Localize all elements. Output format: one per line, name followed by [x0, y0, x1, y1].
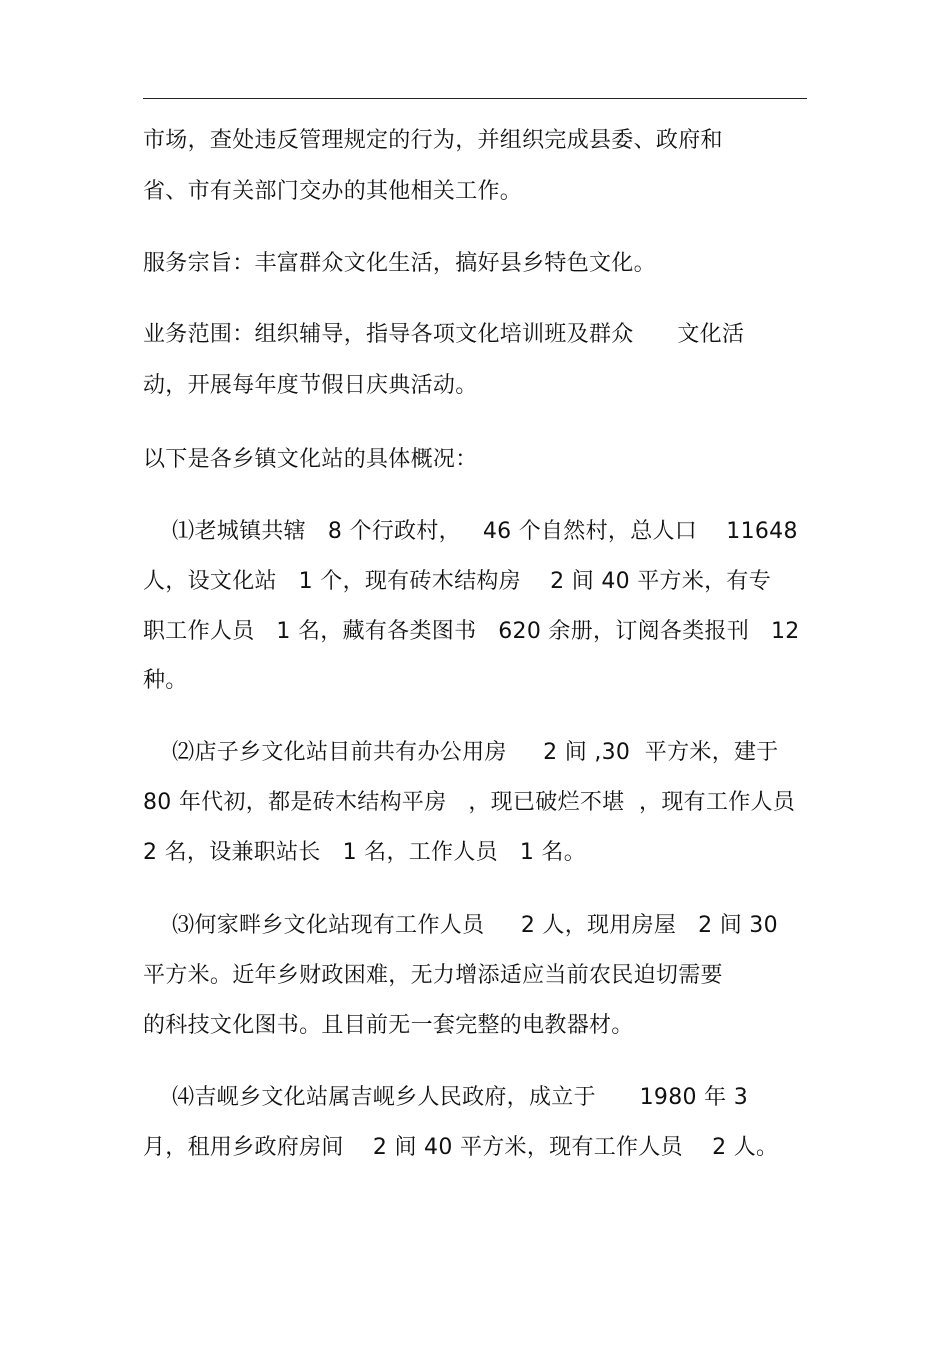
item-1-line-3: 职工作人员 1 名，藏有各类图书 620 余册，订阅各类报刊 12 — [143, 619, 800, 644]
header-rule — [143, 98, 807, 99]
item-1-line-2: 人，设文化站 1 个，现有砖木结构房 2 间 40 平方米，有专 — [143, 569, 772, 594]
item-4-line-1: ⑷吉岘乡文化站属吉岘乡人民政府，成立于 1980 年 3 — [143, 1085, 749, 1110]
item-3-line-1: ⑶何家畔乡文化站现有工作人员 2 人，现用房屋 2 间 30 — [143, 913, 778, 938]
text-line-2: 省、市有关部门交办的其他相关工作。 — [143, 179, 523, 204]
item-2-line-2: 80 年代初，都是砖木结构平房 ，现已破烂不堪 ，现有工作人员 — [143, 790, 796, 815]
item-4-line-2: 月，租用乡政府房间 2 间 40 平方米，现有工作人员 2 人。 — [143, 1135, 779, 1160]
business-scope-line-1: 业务范围：组织辅导，指导各项文化培训班及群众 文化活 — [143, 322, 745, 347]
item-2-line-3: 2 名，设兼职站长 1 名，工作人员 1 名。 — [143, 840, 587, 865]
text-line-1: 市场，查处违反管理规定的行为，并组织完成县委、政府和 — [143, 128, 723, 153]
item-1-line-4: 种。 — [143, 668, 188, 693]
item-1-line-1: ⑴老城镇共辖 8 个行政村， 46 个自然村，总人口 11648 — [143, 519, 798, 544]
service-purpose-line: 服务宗旨：丰富群众文化生活，搞好县乡特色文化。 — [143, 251, 656, 276]
business-scope-line-2: 动，开展每年度节假日庆典活动。 — [143, 373, 478, 398]
item-2-line-1: ⑵店子乡文化站目前共有办公用房 2 间 ,30 平方米，建于 — [143, 740, 779, 765]
intro-line: 以下是各乡镇文化站的具体概况： — [143, 447, 478, 472]
item-3-line-2: 平方米。近年乡财政困难，无力增添适应当前农民迫切需要 — [143, 963, 723, 988]
item-3-line-3: 的科技文化图书。且目前无一套完整的电教器材。 — [143, 1013, 634, 1038]
